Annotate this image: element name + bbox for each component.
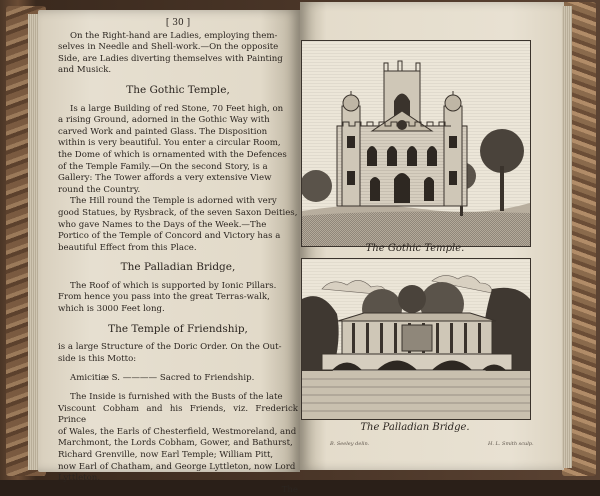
palladian-bridge-caption: The Palladian Bridge.: [360, 422, 470, 433]
text-line: Viscount Cobham and his Friends, viz. Frederick Prince: [58, 403, 298, 426]
gothic-temple-caption: The Gothic Temple.: [365, 243, 465, 254]
text-line: round the Country.: [58, 184, 141, 195]
temple-of-friendship-heading: The Temple of Friendship,: [108, 322, 248, 335]
text-line: who gave Names to the Days of the Week.—The: [58, 219, 267, 230]
text-line: selves in Needle and Shell-work.—On the opposite: [58, 42, 279, 53]
palladian-bridge-heading: The Palladian Bridge,: [120, 261, 236, 274]
intro-paragraph: [58, 31, 298, 77]
motto: Amicitiæ S. ———— Sacred to Friendship.: [70, 373, 255, 384]
gothic-temple-engraving: [301, 40, 531, 247]
text-line: Marchmont, the Lords Cobham, Gower, and Bathurst,: [58, 438, 293, 449]
friendship-busts-paragraph: [58, 392, 298, 485]
text-line: The Hill round the Temple is adorned with very: [70, 196, 277, 207]
text-line: the Dome of which is ornamented with the Defences: [58, 149, 287, 160]
text-line: The Inside is furnished with the Busts of the late: [70, 392, 283, 403]
text-line: and Musick.: [58, 65, 112, 76]
text-line: The Roof of which is supported by Ionic Pillars.: [70, 280, 277, 291]
text-line: of the Temple Family.—On the second Story, is a: [58, 161, 268, 172]
text-line: within is very beautiful. You enter a circular Room,: [58, 138, 281, 149]
text-line: beautiful Effect from this Place.: [58, 242, 197, 253]
text-line: Portico of the Temple of Concord and Victory has a: [58, 231, 281, 242]
text-line: Richard Grenville, now Earl Temple; William Pitt,: [58, 450, 274, 460]
catchword: The: [281, 484, 298, 495]
text-line: Is a large Building of red Stone, 70 Feet high, on: [70, 103, 284, 114]
text-line: Side, are Ladies diverting themselves with Painting: [58, 53, 283, 64]
left-page-text: [58, 18, 298, 496]
text-line: a rising Ground, adorned in the Gothic Way with: [58, 115, 270, 126]
right-page-edges: [562, 6, 572, 468]
text-line: On the Right-hand are Ladies, employing them-: [70, 30, 278, 41]
page-number: [ 30 ]: [165, 18, 191, 28]
text-line: good Statues, by Rysbrack, of the seven Saxon Deities,: [58, 207, 298, 218]
text-line: Lyttleton.: [58, 473, 101, 484]
gothic-temple-paragraph: [58, 104, 298, 255]
palladian-bridge-paragraph: [58, 281, 298, 316]
temple-of-friendship-paragraph: [58, 342, 298, 365]
gothic-temple-heading: The Gothic Temple,: [126, 83, 230, 96]
text-line: is a large Structure of the Doric Order. On the Out-: [58, 342, 282, 353]
delineator-credit: B. Seeley delin.: [330, 441, 370, 447]
text-line: side is this Motto:: [58, 353, 137, 364]
text-line: Gallery: The Tower affords a very extensive View: [58, 173, 272, 184]
text-line: From hence you pass into the great Terras-walk,: [58, 292, 270, 303]
palladian-bridge-engraving: [301, 258, 531, 420]
text-line: which is 3000 Feet long.: [58, 304, 165, 315]
text-line: carved Work and painted Glass. The Disposition: [58, 126, 268, 137]
text-line: of Wales, the Earls of Chesterfield, Westmoreland, and: [58, 426, 297, 437]
engraver-credit: H. L. Smith sculp.: [488, 441, 534, 447]
text-line: now Earl of Chatham, and George Lyttleton, now Lord: [58, 461, 296, 472]
